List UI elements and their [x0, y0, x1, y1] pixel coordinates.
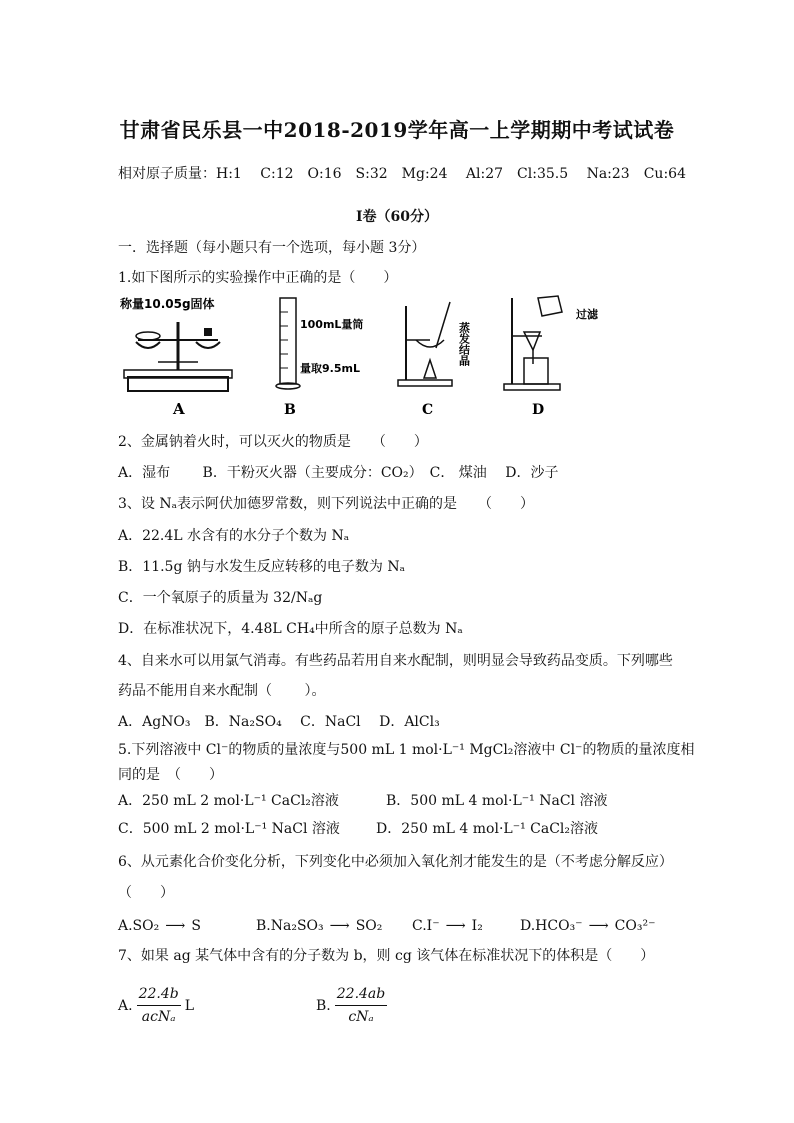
fig-a-caption: 称量10.05g固体 [120, 297, 215, 311]
fig-c-caption: 蒸发结晶 [457, 322, 471, 366]
arrow-right-icon: ⟶ [329, 918, 350, 934]
q3-option-a: A．22.4L 水含有的水分子个数为 Nₐ [118, 528, 350, 544]
q7-b-numerator: 22.4ab [335, 984, 387, 1006]
q7-a-fraction [137, 984, 181, 1027]
q5-option-c: C．500 mL 2 mol·L⁻¹ NaCl 溶液 [118, 821, 340, 837]
evaporation-figure [392, 292, 492, 422]
q6-c-to: I₂ [471, 918, 483, 934]
q7-option-b [316, 984, 391, 1027]
balance-figure [118, 292, 238, 422]
q5-option-b: B．500 mL 4 mol·L⁻¹ NaCl 溶液 [386, 793, 608, 809]
q6-option-d [520, 916, 655, 936]
q6-b-to: SO₂ [355, 918, 383, 934]
exam-title: 甘肃省民乐县一中2018-2019学年高一上学期期中考试试卷 [119, 118, 675, 142]
q6-stem-line1: 6、从元素化合价变化分析，下列变化中必须加入氧化剂才能发生的是（不考虑分解反应） [118, 854, 673, 870]
q4-options: A．AgNO₃ B．Na₂SO₄ C．NaCl D．AlCl₃ [118, 714, 440, 730]
q7-a-prefix: A. [118, 997, 133, 1014]
q3-option-b: B．11.5g 钠与水发生反应转移的电子数为 Nₐ [118, 559, 405, 575]
q6-option-b [256, 916, 382, 936]
q6-option-a [118, 916, 201, 936]
arrow-right-icon: ⟶ [588, 918, 609, 934]
q3-stem: 3、设 Nₐ表示阿伏加德罗常数，则下列说法中正确的是 （ ） [118, 496, 535, 512]
atomic-masses-line: 相对原子质量：H:1 C:12 O:16 S:32 Mg:24 Al:27 Cl:35.5 Na:23 Cu:64 [118, 166, 686, 182]
arrow-right-icon: ⟶ [165, 918, 186, 934]
q6-a-from: A.SO₂ [118, 918, 160, 934]
part-heading: 一．选择题（每小题只有一个选项，每小题 3分） [118, 240, 426, 256]
fig-b-caption-1: 100mL量筒 [300, 318, 364, 331]
filtration-figure [500, 292, 610, 422]
fig-d-letter: D [532, 402, 545, 418]
q3-option-d: D．在标准状况下，4.48L CH₄中所含的原子总数为 Nₐ [118, 621, 463, 637]
q4-stem-line1: 4、自来水可以用氯气消毒。有些药品若用自来水配制，则明显会导致药品变质。下列哪些 [118, 653, 673, 669]
q7-b-prefix: B. [316, 997, 331, 1014]
section-title: Ⅰ卷（60分） [355, 209, 439, 225]
q6-b-from: B.Na₂SO₃ [256, 918, 324, 934]
q7-a-denominator: acNₐ [141, 1009, 176, 1025]
q7-stem: 7、如果 ag 某气体中含有的分子数为 b，则 cg 该气体在标准状况下的体积是（ ） [118, 948, 655, 964]
arrow-right-icon: ⟶ [445, 918, 466, 934]
q6-option-c [412, 916, 483, 936]
q7-b-denominator: cNₐ [348, 1009, 374, 1025]
fig-c-letter: C [422, 402, 434, 418]
q6-d-to: CO₃²⁻ [614, 918, 656, 934]
q7-option-a [118, 984, 194, 1027]
q2-stem: 2、金属钠着火时，可以灭火的物质是 （ ） [118, 434, 428, 450]
q5-stem-line2: 同的是 （ ） [118, 767, 223, 783]
q2-options: A．湿布 B．干粉灭火器（主要成分：CO₂） C． 煤油 D．沙子 [118, 465, 559, 481]
q5-option-a: A．250 mL 2 mol·L⁻¹ CaCl₂溶液 [118, 793, 339, 809]
q5-stem-line1: 5.下列溶液中 Cl⁻的物质的量浓度与500 mL 1 mol·L⁻¹ MgCl₂溶液中 Cl⁻的物质的量浓度相 [118, 742, 695, 758]
q6-stem-line2: （ ） [118, 885, 174, 901]
q5-option-d: D．250 mL 4 mol·L⁻¹ CaCl₂溶液 [376, 821, 599, 837]
q6-d-from: D.HCO₃⁻ [520, 918, 583, 934]
q4-stem-line2: 药品不能用自来水配制（ ）。 [118, 683, 326, 699]
cylinder-figure [270, 292, 380, 422]
fig-b-letter: B [284, 402, 296, 418]
fig-d-caption: 过滤 [576, 308, 598, 321]
q6-c-from: C.I⁻ [412, 918, 440, 934]
q1-stem: 1.如下图所示的实验操作中正确的是（ ） [118, 270, 398, 286]
q6-a-to: S [191, 918, 201, 934]
q7-a-unit: L [184, 997, 194, 1014]
q7-a-numerator: 22.4b [137, 984, 181, 1006]
q7-b-fraction [335, 984, 387, 1027]
fig-a-letter: A [173, 400, 185, 418]
q3-option-c: C．一个氧原子的质量为 32/Nₐg [118, 590, 323, 606]
fig-b-caption-2: 量取9.5mL [300, 362, 360, 375]
